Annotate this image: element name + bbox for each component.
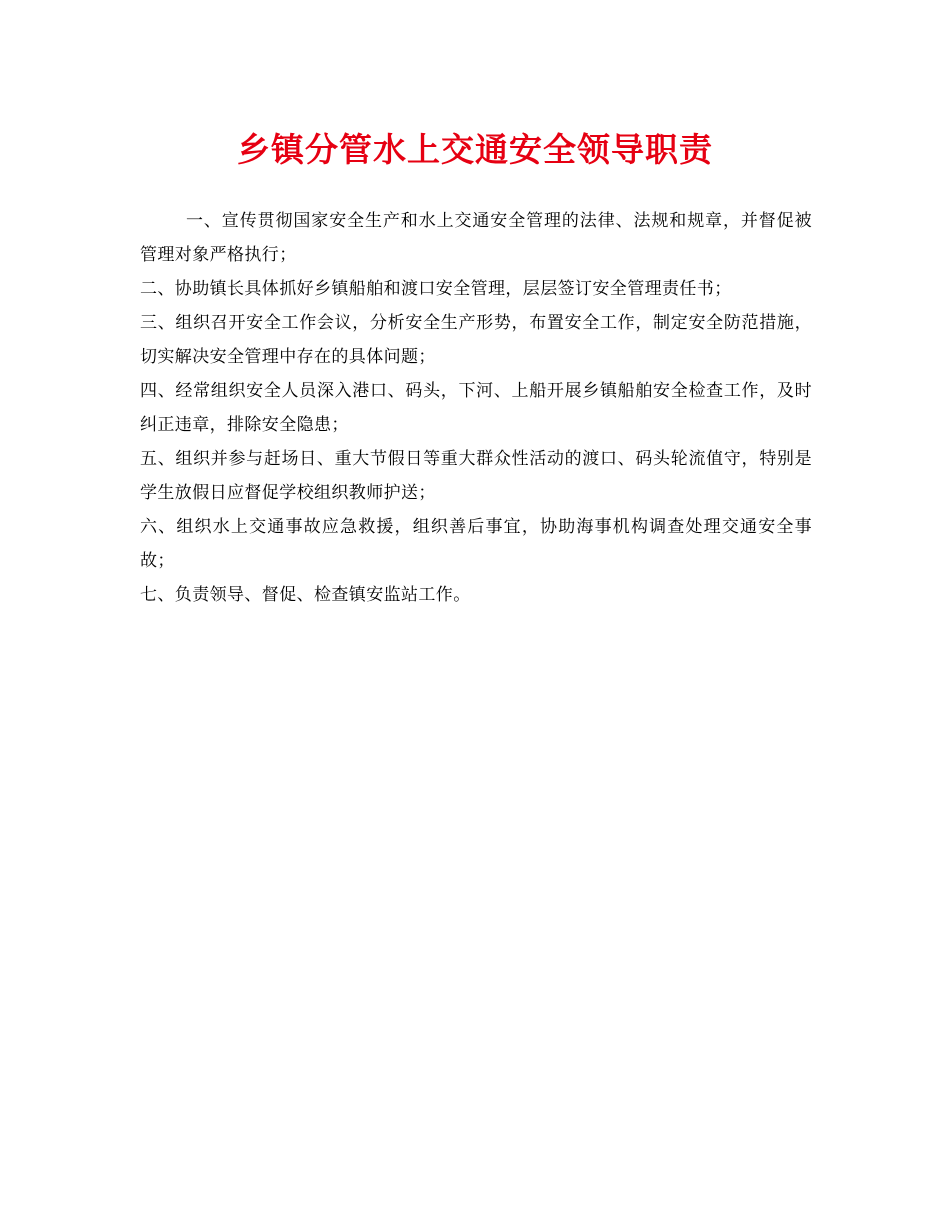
paragraph-1: 一、宣传贯彻国家安全生产和水上交通安全管理的法律、法规和规章，并督促被管理对象严格执行；	[140, 211, 812, 265]
paragraph-3: 三、组织召开安全工作会议，分析安全生产形势，布置安全工作，制定安全防范措施，切实解决安全管理中存在的具体问题；	[140, 313, 812, 367]
document-body	[140, 204, 812, 612]
paragraph-2: 二、协助镇长具体抓好乡镇船舶和渡口安全管理，层层签订安全管理责任书；	[140, 279, 732, 299]
paragraph-5: 五、组织并参与赶场日、重大节假日等重大群众性活动的渡口、码头轮流值守，特别是学生放假日应督促学校组织教师护送；	[140, 449, 812, 503]
paragraph-7: 七、负责领导、督促、检查镇安监站工作。	[140, 585, 471, 605]
paragraph-6: 六、组织水上交通事故应急救援，组织善后事宜，协助海事机构调查处理交通安全事故；	[140, 517, 812, 571]
paragraph-4: 四、经常组织安全人员深入港口、码头，下河、上船开展乡镇船舶安全检查工作，及时纠正违章，排除安全隐患；	[140, 381, 812, 435]
document-title: 乡镇分管水上交通安全领导职责	[237, 130, 713, 169]
